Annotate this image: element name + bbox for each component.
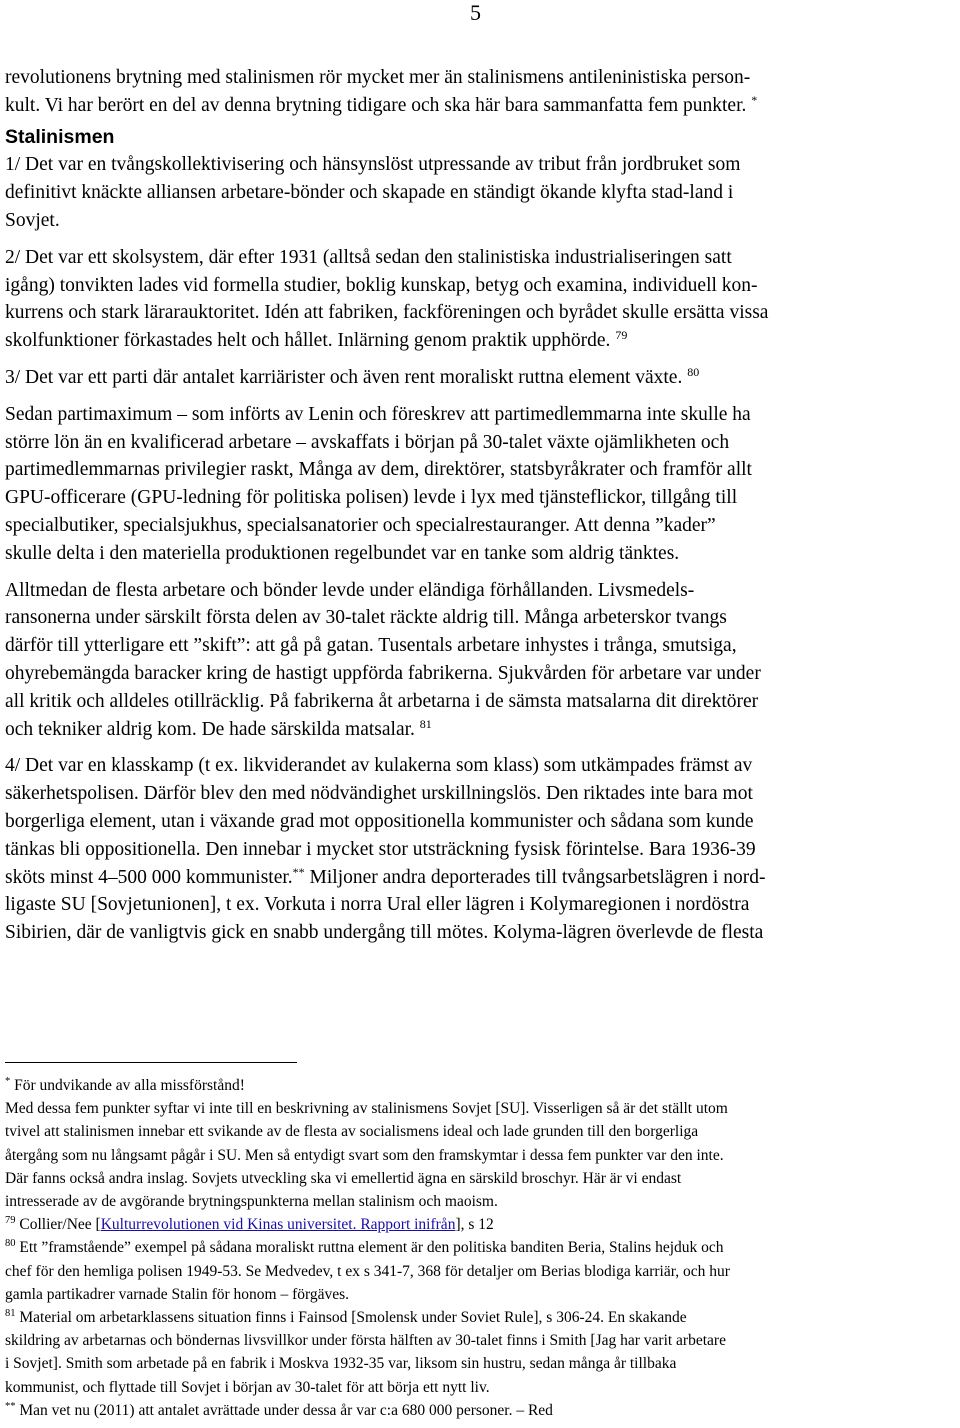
text-line: ohyrebemängda baracker kring de hastigt uppförda fabrikerna. Sjukvården för arbetare var under: [5, 662, 761, 684]
text-line: definitivt knäckte alliansen arbetare-bönder och skapade en ständigt ökande klyfta stad-land i: [5, 182, 734, 204]
text-line: Sibirien, där de vanligtvis gick en snabb undergång till mötes. Kolyma-lägren överlevde de flesta: [5, 922, 764, 944]
text-line: sköts minst 4–500 000 kommunister.: [5, 866, 293, 888]
footnotes: [5, 1074, 953, 1422]
text-line: Miljoner andra deporterades till tvångsarbetslägren i nord-: [309, 866, 766, 888]
text-line: Material om arbetarklassens situation finns i Fainsod [Smolensk under Soviet Rule], s 306-24. En skakande: [19, 1309, 687, 1327]
workers-conditions-paragraph: [5, 577, 953, 744]
text-line: revolutionens brytning med stalinismen rör mycket mer än stalinismens antileninistiska person-: [5, 67, 751, 88]
footnote-80: [5, 1236, 953, 1306]
text-line: Sovjet.: [5, 209, 60, 231]
text-line: Alltmedan de flesta arbetare och bönder levde under eländiga förhållanden. Livsmedels-: [5, 579, 695, 601]
text-line: kommunist, och flyttade till Sovjet i början av 30-talet för att börja ett nytt liv.: [5, 1378, 490, 1396]
text-line: återgång som nu långsamt pågår i SU. Men så entydigt svart som den framskymtar i dessa fem punkter var den inte.: [5, 1146, 724, 1164]
text-line: i Sovjet]. Smith som arbetade på en fabrik i Moskva 1932-35 var, liksom sin hustru, sedan många år tillbaka: [5, 1355, 677, 1373]
text-line: 3/ Det var ett parti där antalet karriärister och även rent moraliskt ruttna element växte.: [5, 366, 683, 388]
text-line: Där fanns också andra inslag. Sovjets utveckling ska vi emellertid ägna en särskild broschyr. Här är vi endast: [5, 1169, 682, 1187]
footnote-star: [5, 1074, 953, 1213]
text-line: ransonerna under särskilt första delen av 30-talet räckte aldrig till. Många arbeterskor tvangs: [5, 607, 727, 629]
text-line: Sedan partimaximum – som införts av Lenin och föreskrev att partimedlemmarna inte skulle ha: [5, 403, 751, 425]
text-line: kult. Vi har berört en del av denna brytning tidigare och ska här bara sammanfatta fem punkter.: [5, 94, 747, 116]
point-4-paragraph: [5, 752, 953, 947]
footnote-mark: **: [5, 1400, 16, 1412]
footnote-ref-81[interactable]: 81: [419, 716, 432, 731]
footnote-79: [5, 1213, 953, 1236]
text-line: partimedlemmarnas privilegier raskt, Många av dem, direktörer, statsbyråkrater och framför allt: [5, 459, 752, 481]
text-line: tänkas bli oppositionella. Den innebar i mycket stor utsträckning fysisk förintelse. Bara 1936-39: [5, 838, 756, 860]
text-line: och tekniker aldrig kom. De hade särskilda matsalar.: [5, 718, 415, 740]
footnote-separator: [5, 1062, 297, 1063]
text-line: ], s 12: [455, 1216, 494, 1234]
footnote-ref-80[interactable]: 80: [687, 364, 700, 379]
text-line: gamla partikadrer varnade Stalin för honom – förgäves.: [5, 1285, 350, 1303]
text-line: därför till ytterligare ett ”skift”: att gå på gatan. Tusentals arbetare inhystes i trånga, smutsiga,: [5, 635, 737, 657]
text-line: skolfunktioner förkastades helt och hållet. Inlärning genom praktik upphörde.: [5, 330, 611, 352]
page-number: 5: [470, 0, 481, 25]
main-text: [5, 64, 953, 947]
text-line: specialbutiker, specialsjukhus, specialsanatorier och specialrestauranger. Att denna ”kader”: [5, 514, 716, 536]
text-line: kurrens och stark lärarauktoritet. Idén att fabriken, fackföreningen och byrådet skulle ersätta vissa: [5, 302, 769, 324]
text-line: 1/ Det var en tvångskollektivisering och hänsynslöst utpressande av tribut från jordbruket som: [5, 154, 741, 176]
text-line: tvivel att stalinismen innebar ett svikande av de flesta av socialismens ideal och lade grunden till den borgerliga: [5, 1123, 699, 1141]
footnote-ref-double-star[interactable]: **: [292, 864, 305, 879]
text-line: ligaste SU [Sovjetunionen], t ex. Vorkuta i norra Ural eller lägren i Kolymaregionen i nordöstra: [5, 894, 750, 916]
text-line: Ett ”framstående” exempel på sådana moraliskt ruttna element är den politiska banditen Beria, Stalins hejduk och: [19, 1239, 724, 1257]
point-1-paragraph: [5, 151, 953, 234]
text-line: skildring av arbetarnas och böndernas livsvillkor under första hälften av 30-talet finns i Smith [Jag har varit arbetare: [5, 1332, 726, 1350]
text-line: Collier/Nee [: [19, 1216, 101, 1234]
text-line: För undvikande av alla missförstånd!: [14, 1077, 245, 1094]
text-line: GPU-officerare (GPU-ledning för politiska polisen) levde i lyx med tjänsteflickor, tillgång till: [5, 487, 738, 509]
text-line: Med dessa fem punkter syftar vi inte till en beskrivning av stalinismens Sovjet [SU]. Visserligen så är det ställt utom: [5, 1100, 728, 1118]
text-line: Man vet nu (2011) att antalet avrättade under dessa år var c:a 680 000 personer. – Red: [19, 1401, 553, 1419]
point-2-paragraph: [5, 244, 953, 355]
intro-paragraph: [5, 64, 953, 120]
footnote-mark: 80: [5, 1238, 16, 1250]
footnote-81: [5, 1306, 953, 1399]
footnote-ref-star[interactable]: *: [751, 92, 758, 107]
text-line: 2/ Det var ett skolsystem, där efter 1931 (alltså sedan den stalinistiska industrialiseringen satt: [5, 246, 732, 268]
footnote-mark: 81: [5, 1308, 16, 1320]
text-line: all kritik och alldeles otillräcklig. På fabrikerna åt arbetarna i de sämsta matsalarna dit direktörer: [5, 690, 759, 712]
text-line: intresserade av de avgörande brytningspunkterna mellan stalinism och maoism.: [5, 1193, 498, 1211]
text-line: skulle delta i den materiella produktionen regelbundet var en tanke som aldrig tänktes.: [5, 542, 680, 564]
footnote-mark: 79: [5, 1215, 16, 1227]
text-line: igång) tonvikten lades vid formella studier, boklig kunskap, betyg och examina, individuell kon-: [5, 274, 758, 296]
section-heading: Stalinismen: [5, 125, 115, 148]
text-line: större lön än en kvalificerad arbetare – avskaffats i början på 30-talet växte ojämlikheten och: [5, 431, 730, 453]
footnote-double-star: [5, 1399, 953, 1422]
text-line: borgerliga element, utan i växande grad mot oppositionella kommunister och sådana som kunde: [5, 810, 754, 832]
partimaximum-paragraph: [5, 401, 953, 568]
footnote-mark: *: [5, 1076, 11, 1087]
text-line: 4/ Det var en klasskamp (t ex. likviderandet av kulakerna som klass) som utkämpades främst av: [5, 755, 753, 777]
text-line: säkerhetspolisen. Därför blev den med nödvändighet urskillningslös. Den riktades inte bara mot: [5, 783, 753, 805]
text-line: chef för den hemliga polisen 1949-53. Se Medvedev, t ex s 341-7, 368 för detaljer om Berias blodiga karriär, och hur: [5, 1262, 730, 1280]
kulturrevolutionen-link[interactable]: Kulturrevolutionen vid Kinas universitet. Rapport inifrån: [100, 1216, 456, 1234]
point-3-paragraph: [5, 364, 953, 392]
footnote-ref-79[interactable]: 79: [615, 328, 628, 343]
